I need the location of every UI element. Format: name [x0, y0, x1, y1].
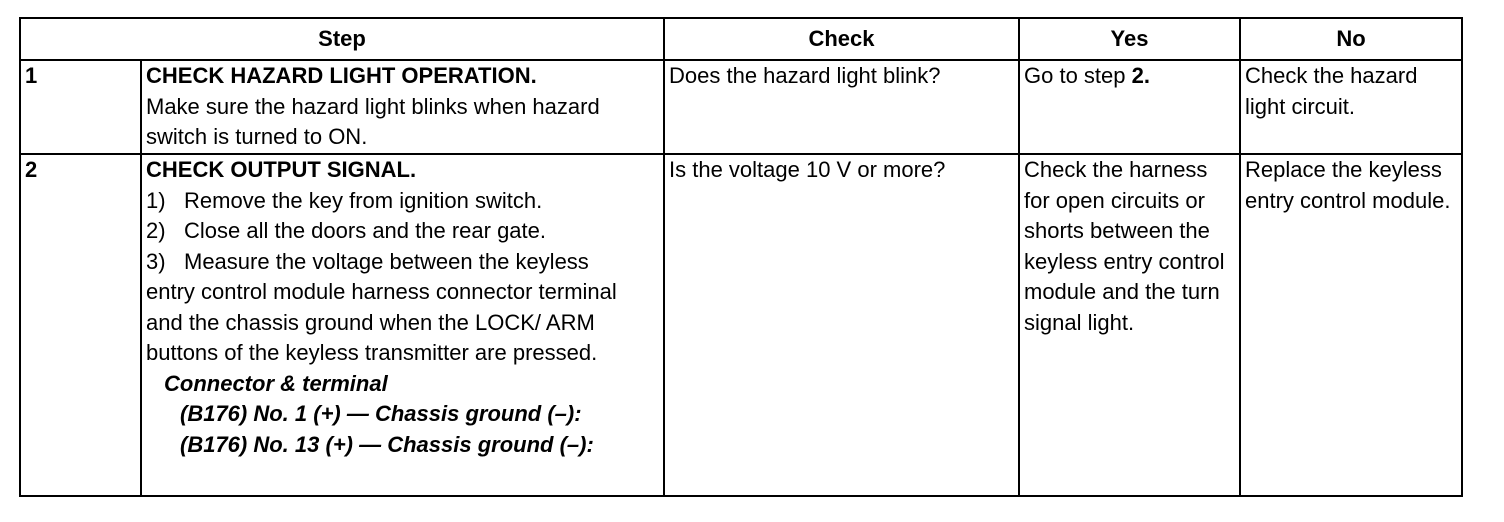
substep	[146, 247, 659, 278]
table-row	[20, 154, 1462, 496]
substep-text: Close all the doors and the rear gate.	[184, 218, 547, 243]
step-number: 2	[20, 154, 141, 496]
substep-number: 2)	[146, 218, 166, 243]
step-title: CHECK HAZARD LIGHT OPERATION.	[146, 63, 537, 88]
substep	[146, 186, 659, 217]
connector-heading: Connector & terminal	[164, 370, 388, 396]
header-check: Check	[664, 18, 1019, 60]
substep-continuation: entry control module harness connector terminal and the chassis ground when the LOCK/ ARM buttons of the keyless transmitter are pressed.	[146, 279, 617, 365]
connector-item: (B176) No. 1 (+) — Chassis ground (–):	[180, 401, 582, 426]
no-cell	[1240, 154, 1462, 496]
no-text: Replace the keyless entry control module.	[1245, 157, 1451, 213]
table-row	[20, 60, 1462, 154]
substep-number: 1)	[146, 187, 166, 213]
header-no: No	[1240, 18, 1462, 60]
yes-cell	[1019, 154, 1240, 496]
substep	[146, 216, 659, 247]
yes-prefix: Go to step	[1024, 63, 1132, 88]
substep-text: Remove the key from ignition switch.	[184, 187, 543, 213]
check-text: Does the hazard light blink?	[669, 63, 941, 88]
step-title: CHECK OUTPUT SIGNAL.	[146, 157, 417, 182]
step-cell	[141, 60, 664, 154]
header-yes: Yes	[1019, 18, 1240, 60]
diagnostic-table	[19, 17, 1463, 497]
connector-item: (B176) No. 13 (+) — Chassis ground (–):	[180, 431, 594, 457]
check-text: Is the voltage 10 V or more?	[669, 157, 946, 182]
yes-text: Check the harness for open circuits or shorts between the keyless entry control module and the turn signal light.	[1024, 157, 1225, 335]
check-cell	[664, 60, 1019, 154]
yes-cell	[1019, 60, 1240, 154]
header-step: Step	[20, 18, 664, 60]
substep-text: Measure the voltage between the keyless	[184, 248, 589, 274]
step-number: 1	[20, 60, 141, 154]
yes-suffix: .	[1143, 63, 1150, 88]
yes-step-ref: 2	[1131, 63, 1144, 88]
no-cell	[1240, 60, 1462, 154]
check-cell	[664, 154, 1019, 496]
header-row	[20, 18, 1462, 60]
substep-number: 3)	[146, 248, 166, 274]
step-cell	[141, 154, 664, 496]
no-text: Check the hazard light circuit.	[1245, 63, 1418, 119]
step-description: Make sure the hazard light blinks when hazard switch is turned to ON.	[146, 93, 600, 149]
